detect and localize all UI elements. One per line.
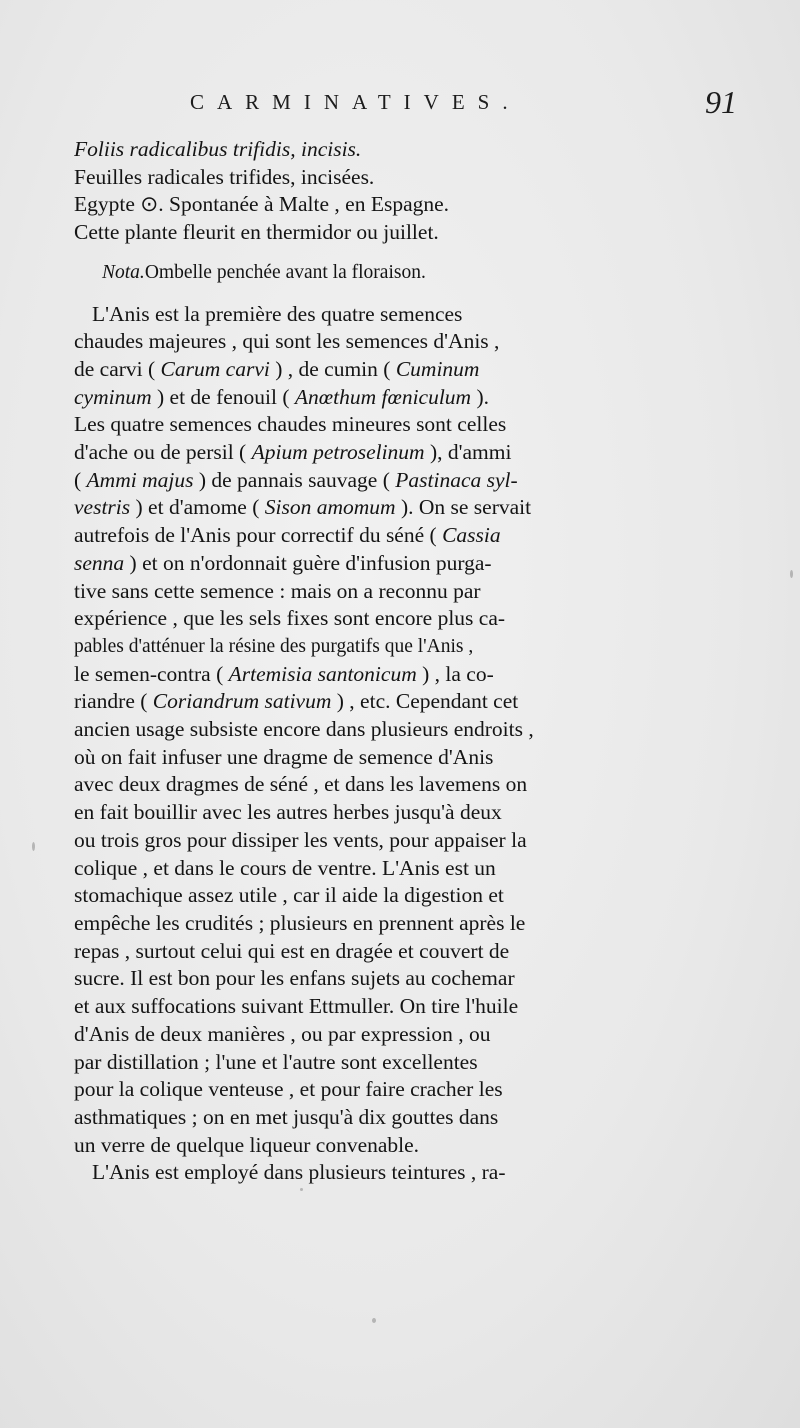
- text-span: Les quatre semences chaudes mineures sont celles: [74, 412, 507, 437]
- text-line: [74, 578, 704, 606]
- text-span: ) , de cumin (: [269, 356, 396, 381]
- text-span: ancien usage subsiste encore dans plusieurs endroits ,: [74, 717, 534, 742]
- text-span: chaudes majeures , qui sont les semences d'Anis ,: [74, 329, 500, 354]
- body-text: [74, 136, 704, 1187]
- text-span: le semen-contra (: [74, 661, 229, 686]
- latin-name: cyminum: [74, 384, 152, 409]
- text-span: pour la colique venteuse , et pour faire cracher les: [74, 1077, 503, 1102]
- text-line: [74, 771, 704, 799]
- text-span: ) de pannais sauvage (: [193, 467, 396, 492]
- text-span: L'Anis est la première des quatre semences: [92, 301, 463, 326]
- text-line: [74, 827, 704, 855]
- text-line: [74, 384, 704, 412]
- latin-name: Sison amomum: [264, 495, 396, 520]
- text-span: en fait bouillir avec les autres herbes jusqu'à deux: [74, 800, 502, 825]
- latin-name: Ammi majus: [86, 467, 194, 492]
- text-line: [74, 1076, 704, 1104]
- latin-name: vestris: [74, 495, 131, 520]
- text-span: ), d'ammi: [424, 440, 512, 465]
- text-span: où on fait infuser une dragme de semence d'Anis: [74, 744, 494, 769]
- paper-speck: [300, 1188, 303, 1191]
- paper-speck: [32, 842, 35, 851]
- text-span: ) et d'amome (: [130, 495, 265, 520]
- latin-name: Apium petroselinum: [251, 440, 425, 465]
- text-span: stomachique assez utile , car il aide la digestion et: [74, 883, 504, 908]
- running-head: [0, 84, 800, 130]
- text-span: d'ache ou de persil (: [74, 440, 252, 465]
- text-span: par distillation ; l'une et l'autre sont excellentes: [74, 1049, 478, 1074]
- text-line: [74, 744, 704, 772]
- nota-label: Nota.: [102, 261, 145, 283]
- text-line: [74, 688, 704, 716]
- text-span: pables d'atténuer la résine des purgatifs que l'Anis ,: [74, 635, 474, 657]
- text-span: et aux suffocations suivant Ettmuller. On tire l'huile: [74, 994, 519, 1019]
- text-span: autrefois de l'Anis pour correctif du séné (: [74, 523, 437, 548]
- text-span: repas , surtout celui qui est en dragée et couvert de: [74, 938, 510, 963]
- text-span: tive sans cette semence : mais on a reconnu par: [74, 578, 481, 603]
- text-line: [74, 522, 704, 550]
- text-span: L'Anis est employé dans plusieurs teintures , ra-: [92, 1160, 506, 1185]
- text-line: [74, 882, 704, 910]
- running-title: CARMINATIVES.: [190, 90, 521, 114]
- text-line: [74, 259, 704, 287]
- text-span: un verre de quelque liqueur convenable.: [74, 1132, 420, 1157]
- latin-name: Anœthum fœniculum: [294, 384, 472, 409]
- text-line: [74, 799, 704, 827]
- habitat-text: Egypte ⊙. Spontanée à Malte , en Espagne.: [74, 192, 450, 217]
- text-line: [74, 191, 704, 219]
- text-line: [74, 1132, 704, 1160]
- text-span: riandre (: [74, 689, 153, 714]
- text-line: [74, 411, 704, 439]
- paragraph-start: [74, 301, 704, 329]
- latin-name: Cuminum: [395, 356, 480, 381]
- text-line: [74, 219, 704, 247]
- text-line: [74, 164, 704, 192]
- text-line: [74, 661, 704, 689]
- text-line: [74, 494, 704, 522]
- text-line: [74, 938, 704, 966]
- text-span: ). On se servait: [395, 495, 532, 520]
- text-span: ) et de fenouil (: [151, 384, 295, 409]
- text-span: avec deux dragmes de séné , et dans les lavemens on: [74, 772, 528, 797]
- text-line: [74, 605, 704, 633]
- text-line: [74, 965, 704, 993]
- paragraph-start: [74, 1159, 704, 1187]
- text-span: de carvi (: [74, 356, 161, 381]
- text-span: empêche les crudités ; plusieurs en prennent après le: [74, 910, 526, 935]
- text-line: [74, 356, 704, 384]
- text-line: [74, 855, 704, 883]
- flowering-text: Cette plante fleurit en thermidor ou juillet.: [74, 220, 439, 245]
- latin-name: Pastinaca syl-: [395, 467, 518, 492]
- text-line: [74, 439, 704, 467]
- paper-speck: [790, 570, 793, 578]
- text-span: colique , et dans le cours de ventre. L'Anis est un: [74, 855, 496, 880]
- text-span: sucre. Il est bon pour les enfans sujets au cochemar: [74, 966, 515, 991]
- text-span: ).: [471, 384, 490, 409]
- text-span: asthmatiques ; on en met jusqu'à dix gouttes dans: [74, 1104, 499, 1129]
- text-line: [74, 1021, 704, 1049]
- latin-description: Foliis radicalibus trifidis, incisis.: [74, 137, 362, 161]
- text-line: [74, 633, 704, 661]
- nota-text: Ombelle penchée avant la floraison.: [144, 261, 426, 283]
- text-line: [74, 550, 704, 578]
- latin-name: senna: [74, 550, 125, 575]
- text-span: ou trois gros pour dissiper les vents, pour appaiser la: [74, 827, 527, 852]
- text-span: ) , etc. Cependant cet: [331, 689, 519, 714]
- text-span: (: [74, 467, 87, 492]
- page-number: 91: [705, 84, 737, 120]
- text-line: [74, 1104, 704, 1132]
- paper-speck: [372, 1318, 376, 1323]
- latin-name: Coriandrum sativum: [152, 689, 332, 714]
- text-line: [74, 1049, 704, 1077]
- text-line: [74, 328, 704, 356]
- latin-name: Artemisia santonicum: [228, 661, 417, 686]
- text-line: [74, 716, 704, 744]
- text-span: d'Anis de deux manières , ou par expression , ou: [74, 1021, 491, 1046]
- french-description: Feuilles radicales trifides, incisées.: [74, 164, 375, 189]
- text-line: [74, 910, 704, 938]
- text-line: [74, 467, 704, 495]
- text-line: [74, 136, 704, 164]
- latin-name: Carum carvi: [160, 356, 270, 381]
- text-span: ) et on n'ordonnait guère d'infusion purga-: [124, 550, 492, 575]
- latin-name: Cassia: [436, 523, 501, 548]
- text-span: ) , la co-: [416, 661, 494, 686]
- text-span: expérience , que les sels fixes sont encore plus ca-: [74, 606, 506, 631]
- text-line: [74, 993, 704, 1021]
